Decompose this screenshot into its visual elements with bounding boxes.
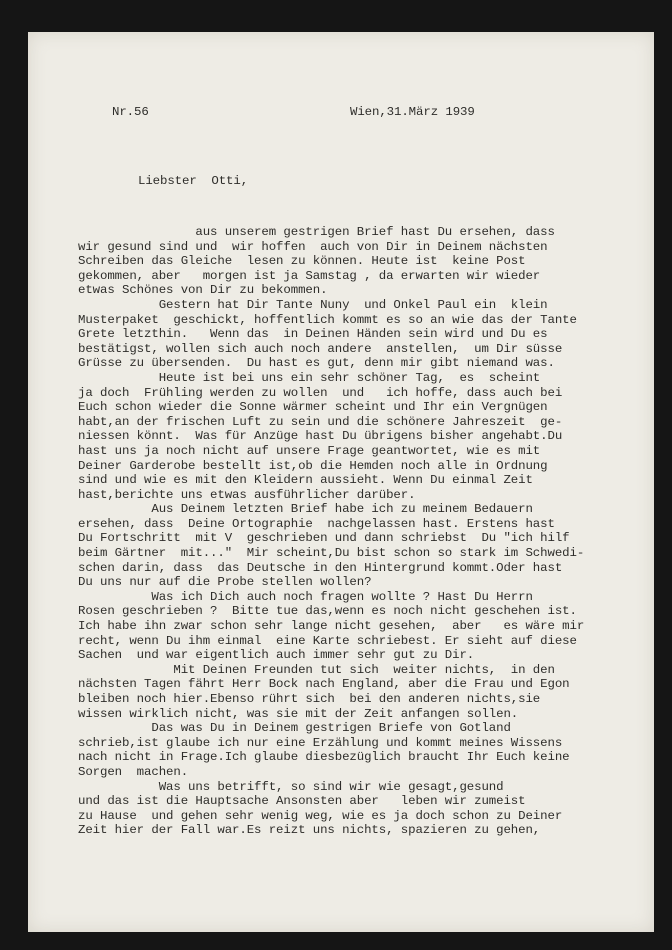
letter-line: nächsten Tagen fährt Herr Bock nach England, aber die Frau und Egon [78,677,570,692]
letter-line: Aus Deinem letzten Brief habe ich zu meinem Bedauern [78,502,533,517]
letter-line: nach nicht in Frage.Ich glaube diesbezüglich braucht Ihr Euch keine [78,750,570,765]
letter-line: ja doch Frühling werden zu wollen und ich hoffe, dass auch bei [78,385,563,400]
letter-line: Was ich Dich auch noch fragen wollte ? Hast Du Herrn [78,589,533,604]
letter-line: und das ist die Hauptsache Ansonsten aber leben wir zumeist [78,794,526,809]
letter-line: Deiner Garderobe bestellt ist,ob die Hemden noch alle in Ordnung [78,458,548,473]
letter-line: Sachen und war eigentlich auch immer sehr gut zu Dir. [78,648,475,663]
letter-line: Du uns nur auf die Probe stellen wollen? [78,575,372,590]
letter-line: Rosen geschrieben ? Bitte tue das,wenn es noch nicht geschehen ist. [78,604,577,619]
letter-line: schen darin, dass das Deutsche in den Hintergrund kommt.Oder hast [78,560,563,575]
letter-line: Mit Deinen Freunden tut sich weiter nichts, in den [78,662,555,677]
letter-line: Das was Du in Deinem gestrigen Briefe von Gotland [78,721,511,736]
letter-line: Grüsse zu übersenden. Du hast es gut, denn mir gibt niemand was. [78,356,555,371]
letter-line: Ich habe ihn zwar schon sehr lange nicht gesehen, aber es wäre mir [78,619,585,634]
letter-reference-number: Nr.56 [112,105,149,119]
letter-line: Gestern hat Dir Tante Nuny und Onkel Paul ein klein [78,297,548,312]
letter-line: Grete letzthin. Wenn das in Deinen Händen sein wird und Du es [78,327,548,342]
letter-line: bestätigst, wollen sich auch noch andere anstellen, um Dir süsse [78,341,563,356]
letter-line: etwas Schönes von Dir zu bekommen. [78,283,328,298]
letter-line: hast,berichte uns etwas ausführlicher darüber. [78,487,416,502]
letter-salutation: Liebster Otti, [138,174,249,188]
letter-line: Du Fortschritt mit V geschrieben und dann schriebst Du "ich hilf [78,531,570,546]
letter-line: niessen könnt. Was für Anzüge hast Du übrigens bisher angehabt.Du [78,429,563,444]
letter-line: Zeit hier der Fall war.Es reizt uns nichts, spazieren zu gehen, [78,823,541,838]
letter-line: Heute ist bei uns ein sehr schöner Tag, es scheint [78,370,541,385]
letter-line: schrieb,ist glaube ich nur eine Erzählung und kommt meines Wissens [78,735,563,750]
letter-page [28,32,654,932]
letter-line: sind und wie es mit den Kleidern aussieht. Wenn Du einmal Zeit [78,473,533,488]
letter-line: wissen wirklich nicht, was sie mit der Zeit anfangen sollen. [78,706,519,721]
letter-body [78,225,584,838]
letter-line: zu Hause und gehen sehr wenig weg, wie es ja doch schon zu Deiner [78,808,563,823]
letter-line: aus unserem gestrigen Brief hast Du ersehen, dass [78,225,555,239]
letter-line: wir gesund sind und wir hoffen auch von Dir in Deinem nächsten [78,239,548,254]
letter-line: gekommen, aber morgen ist ja Samstag , da erwarten wir wieder [78,268,541,283]
letter-line: hast uns ja noch nicht auf unsere Frage geantwortet, wie es mit [78,443,541,458]
letter-line: Euch schon wieder die Sonne wärmer scheint und Ihr ein Vergnügen [78,400,548,415]
letter-line: habt,an der frischen Luft zu sein und die schönere Jahreszeit ge- [78,414,563,429]
letter-line: beim Gärtner mit..." Mir scheint,Du bist schon so stark im Schwedi- [78,546,585,561]
letter-date: Wien,31.März 1939 [350,105,475,119]
letter-line: Schreiben das Gleiche lesen zu können. Heute ist keine Post [78,254,526,269]
letter-line: recht, wenn Du ihm einmal eine Karte schriebest. Er sieht auf diese [78,633,577,648]
letter-line: Musterpaket geschickt, hoffentlich kommt es so an wie das der Tante [78,312,577,327]
letter-line: ersehen, dass Deine Ortographie nachgelassen hast. Erstens hast [78,516,555,531]
letter-line: Sorgen machen. [78,764,189,779]
letter-line: bleiben noch hier.Ebenso rührt sich bei den anderen nichts,sie [78,692,541,706]
letter-line: Was uns betrifft, so sind wir wie gesagt,gesund [78,779,504,794]
watermark-mark [260,32,320,122]
